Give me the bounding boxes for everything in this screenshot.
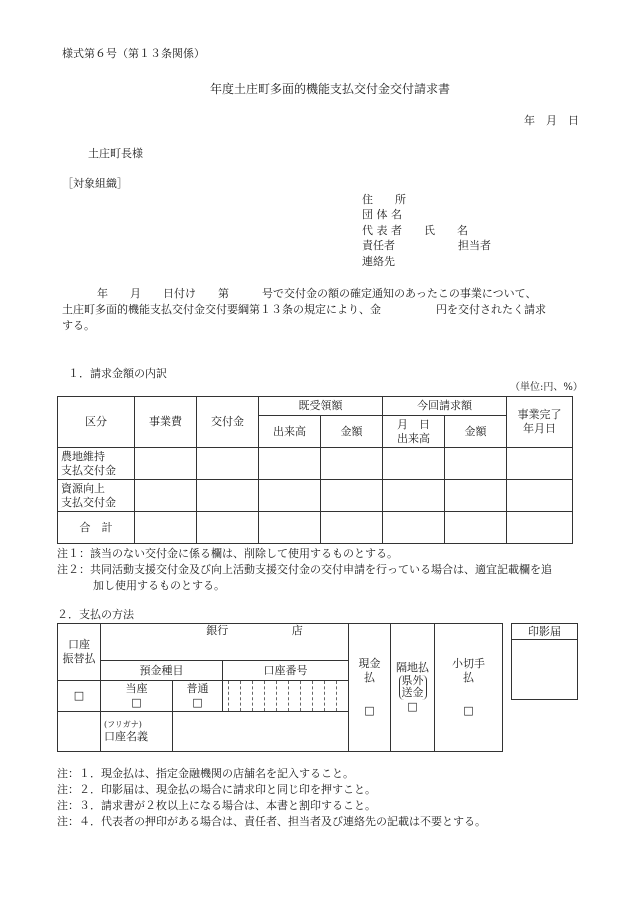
section1-heading: １．請求金額の内訳 [68,367,167,380]
applicant-contact-label: 連絡先 [362,255,395,268]
deposit-type-label: 預金種目 [101,661,223,681]
account-digit[interactable] [252,681,264,711]
cell-current-amount[interactable] [445,448,507,480]
cell-grant[interactable] [197,448,259,480]
cell-received-done[interactable] [259,512,321,544]
savings-checkbox[interactable]: □ [192,696,203,709]
check-label-line2: 払 [463,670,474,684]
row-label [58,480,135,512]
claim-amount-table [57,396,573,544]
branch-label: 店 [291,624,303,637]
account-no-label: 口座番号 [223,661,349,681]
savings-label: 普通 [186,682,209,696]
cash-label-line2: 払 [364,670,375,684]
table-row-total [58,512,573,544]
row-label-line1: 資源向上 [61,481,105,495]
table-row [58,448,573,480]
cell-project-cost[interactable] [135,480,197,512]
header-grant: 交付金 [197,397,259,448]
cell-completion-date[interactable] [507,512,573,544]
applicant-rep-label: 代 表 者 氏 名 [362,224,468,237]
note2-line1: 注：１．現金払は、指定金融機関の店舗名を記入すること。 [57,767,354,780]
note1-line1: 注１：該当のない交付金に係る欄は、削除して使用するものとする。 [57,547,398,560]
body-line-2: 土庄町多面的機能支払交付金交付要綱第１３条の規定により、金 円を交付されたく請求 [62,303,546,316]
cell-current-amount[interactable] [445,512,507,544]
cell-received-done[interactable] [259,480,321,512]
seal-registration-table [511,623,578,700]
remote-checkbox[interactable]: □ [407,700,418,714]
transfer-label [58,624,101,681]
cell-received-amount[interactable] [321,448,383,480]
date-line: 年 月 日 [524,114,579,127]
bank-branch-field[interactable] [101,624,349,661]
addressee: 土庄町長様 [88,147,143,160]
header-received: 既受領額 [259,397,383,416]
furigana-label: (フリガナ) [104,719,142,729]
section2-heading: ２．支払の方法 [57,608,134,621]
target-org-label: ［対象組織］ [62,177,128,190]
header-current-amount: 金額 [445,416,507,448]
checking-label: 当座 [125,682,148,696]
cell-received-amount[interactable] [321,480,383,512]
account-digit[interactable] [324,681,336,711]
form-number: 様式第６号（第１３条関係） [62,47,205,60]
header-completion-line1: 事業完了 [517,408,562,422]
header-received-done: 出来高 [259,416,321,448]
cell-current-date[interactable] [383,480,445,512]
remote-label-line1: 隔地払 [396,661,429,675]
transfer-label-line2: 振替払 [62,652,96,665]
account-name-label: 口座名義 [104,729,148,743]
note1-line3: 加し使用するものとする。 [93,579,225,592]
cell-completion-date[interactable] [507,480,573,512]
seal-box[interactable] [512,640,578,700]
table-row [58,480,573,512]
header-completion-line2: 年月日 [523,422,556,435]
account-digit[interactable] [240,681,252,711]
account-name-label-cell [101,712,173,752]
unit-label: （単位:円、%） [510,382,583,393]
note1-line2: 注２：共同活動支援交付金及び向上活動支援交付金の交付申請を行っている場合は、適宜記載欄を追 [57,563,552,576]
bank-label: 銀行 [206,624,229,637]
account-digit[interactable] [228,681,240,711]
account-digit[interactable] [336,681,348,711]
cell-project-cost[interactable] [135,512,197,544]
account-digit[interactable] [288,681,300,711]
check-checkbox[interactable]: □ [463,704,474,718]
transfer-empty-cell [58,712,101,752]
transfer-label-line1: 口座 [68,638,90,652]
body-line-1: 年 月 日付け 第 号で交付金の額の確定通知のあったこの事業について、 [97,287,537,300]
cell-current-amount[interactable] [445,480,507,512]
savings-option[interactable] [173,681,223,712]
account-name-field[interactable] [173,712,349,752]
cell-current-date[interactable] [383,448,445,480]
row-label-line2: 支払交付金 [61,463,116,477]
cash-label-line1: 現金 [358,656,381,670]
document-title: 年度土庄町多面的機能支払交付金交付請求書 [210,82,451,96]
check-label-line1: 小切手 [452,656,485,670]
body-line-3: する。 [62,319,95,332]
account-digit[interactable] [264,681,276,711]
check-payment-cell [435,624,503,752]
applicant-group-label: 団 体 名 [362,208,402,221]
cell-received-done[interactable] [259,448,321,480]
checking-checkbox[interactable]: □ [131,696,142,709]
remote-payment-cell [391,624,435,752]
header-current-date-line1: 月 日 [397,417,430,431]
header-received-amount: 金額 [321,416,383,448]
note2-line3: 注：３．請求書が２枚以上になる場合は、本書と割印すること。 [57,799,376,812]
remote-paren [399,675,427,700]
row-label [58,448,135,480]
cell-grant[interactable] [197,480,259,512]
account-digit[interactable] [300,681,312,711]
account-digit-boxes [223,681,348,711]
note2-line2: 注：２．印影届は、現金払の場合に請求印と同じ印を押すこと。 [57,783,376,796]
cell-grant[interactable] [197,512,259,544]
header-completion-date [507,397,573,448]
cash-checkbox[interactable]: □ [364,704,375,718]
row-label-line1: 農地維持 [61,449,105,463]
cell-project-cost[interactable] [135,448,197,480]
applicant-contact-person-label: 担当者 [458,239,491,252]
applicant-address-label: 住 所 [362,193,406,206]
account-digit[interactable] [312,681,324,711]
transfer-checkbox[interactable]: □ [58,681,101,712]
account-digit[interactable] [276,681,288,711]
checking-option[interactable] [101,681,173,712]
header-current-date-line2: 出来高 [397,431,430,445]
cell-current-date[interactable] [383,512,445,544]
header-category: 区分 [58,397,135,448]
header-current: 今回請求額 [383,397,507,416]
row-label-line2: 支払交付金 [61,495,116,509]
remote-label-line3: 送金 [401,686,424,700]
remote-label-line2: 県外 [401,673,424,687]
total-label: 合 計 [58,512,135,544]
account-number-field[interactable] [223,681,349,712]
header-current-date [383,416,445,448]
cell-completion-date[interactable] [507,448,573,480]
seal-label: 印影届 [512,624,578,640]
note2-line4: 注：４．代表者の押印がある場合は、責任者、担当者及び連絡先の記載は不要とする。 [57,815,486,828]
cash-payment-cell [349,624,391,752]
header-project-cost: 事業費 [135,397,197,448]
cell-received-amount[interactable] [321,512,383,544]
applicant-resp-label: 責任者 [362,239,395,252]
payment-method-table [57,623,503,752]
